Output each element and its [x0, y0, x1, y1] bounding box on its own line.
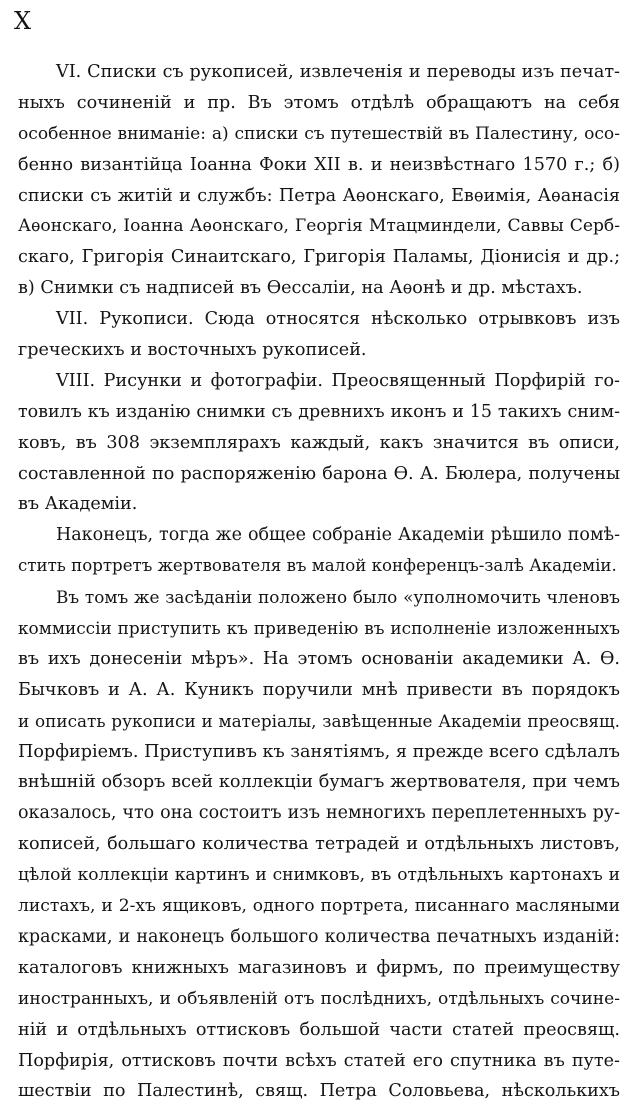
text-line: Порфирія, оттисковъ почти всѣхъ статей его спутника въ путе- [18, 1050, 620, 1071]
text-line: кописей, большаго количества тетрадей и отдѣльныхъ листовъ, [18, 834, 620, 855]
text-line: ній и отдѣльныхъ оттисковъ большой части статей преосвящ. [18, 1019, 620, 1040]
text-line: Наконецъ, тогда же общее собраніе Академіи рѣшило помѣ- [56, 525, 620, 546]
text-line: ныхъ сочиненій и пр. Въ этомъ отдѣлѣ обращаютъ на себя [18, 92, 620, 113]
text-line: въ ихъ донесеніи мѣръ». На этомъ основаніи академики А. Ѳ. [18, 648, 620, 669]
text-line: шествіи по Палестинѣ, свящ. Петра Соловьева, нѣсколькихъ [18, 1081, 620, 1102]
text-line: коммиссіи приступить къ приведенію въ исполненіе изложенныхъ [18, 618, 620, 639]
body-text [18, 57, 620, 1107]
text-line: цѣлой коллекціи картинъ и снимковъ, въ отдѣльныхъ картонахъ и [18, 865, 620, 886]
text-line: списки съ житій и службъ: Петра Аѳонскаго, Евѳимія, Аѳанасія [18, 185, 620, 206]
text-line: VIII. Рисунки и фотографіи. Преосвященный Порфирій го- [56, 370, 620, 391]
text-line: греческихъ и восточныхъ рукописей. [18, 340, 367, 361]
text-line: Аѳонскаго, Іоанна Аѳонскаго, Георгія Мтацминдели, Саввы Серб- [18, 216, 620, 237]
text-line: VI. Списки съ рукописей, извлеченія и переводы изъ печат- [56, 62, 620, 82]
text-line: оказалось, что она состоитъ изъ немногихъ переплетенныхъ ру- [18, 803, 620, 824]
text-line: скаго, Григорія Синаитскаго, Григорія Паламы, Діонисія и др.; [18, 247, 620, 268]
paragraph-collection [18, 582, 620, 1107]
text-line: в) Снимки съ надписей въ Ѳессаліи, на Аѳонѣ и др. мѣстахъ. [18, 278, 583, 299]
text-line: особенное вниманіе: а) списки съ путешествій въ Палестину, осо- [18, 123, 620, 144]
text-line: бенно византійца Іоанна Фоки XII в. и неизвѣстнаго 1570 г.; б) [18, 154, 620, 175]
paragraph-portrait [18, 520, 620, 582]
text-line: листахъ, и 2-хъ ящиковъ, одного портрета, писаннаго масляными [18, 896, 620, 917]
paragraph-section-viii [18, 366, 620, 520]
text-line: иностранныхъ, и объявленій отъ послѣднихъ, отдѣльныхъ сочине- [18, 988, 620, 1009]
text-line: Въ томъ же засѣданіи положено было «уполномочить членовъ [56, 587, 620, 608]
text-line: и описать рукописи и матеріалы, завѣщенные Академіи преосвящ. [18, 710, 620, 731]
text-line: стить портретъ жертвователя въ малой конференцъ-залѣ Академіи. [18, 556, 617, 576]
text-line: составленной по распоряженію барона Ѳ. А. Бюлера, получены [18, 463, 620, 484]
text-line: ковъ, въ 308 экземплярахъ каждый, какъ значится въ описи, [18, 432, 620, 453]
text-line: красками, и наконецъ большого количества печатныхъ изданій: [18, 926, 620, 947]
paragraph-section-vi [18, 57, 620, 304]
text-line: товилъ къ изданію снимки съ древнихъ иконъ и 15 такихъ сним- [18, 401, 620, 422]
paragraph-section-vii [18, 304, 620, 366]
text-line: Порфиріемъ. Приступивъ къ занятіямъ, я прежде всего сдѣлалъ [18, 741, 620, 762]
text-line: внѣшній обзоръ всей коллекціи бумагъ жертвователя, при чемъ [18, 772, 620, 793]
text-line: VII. Рукописи. Сюда относятся нѣсколько отрывковъ изъ [56, 309, 620, 330]
text-line: каталоговъ книжныхъ магазиновъ и фирмъ, по преимуществу [18, 957, 620, 978]
page-number: X [14, 7, 33, 35]
text-line: въ Академіи. [18, 494, 138, 515]
text-line: Бычковъ и А. А. Куникъ поручили мнѣ привести въ порядокъ [18, 679, 620, 700]
